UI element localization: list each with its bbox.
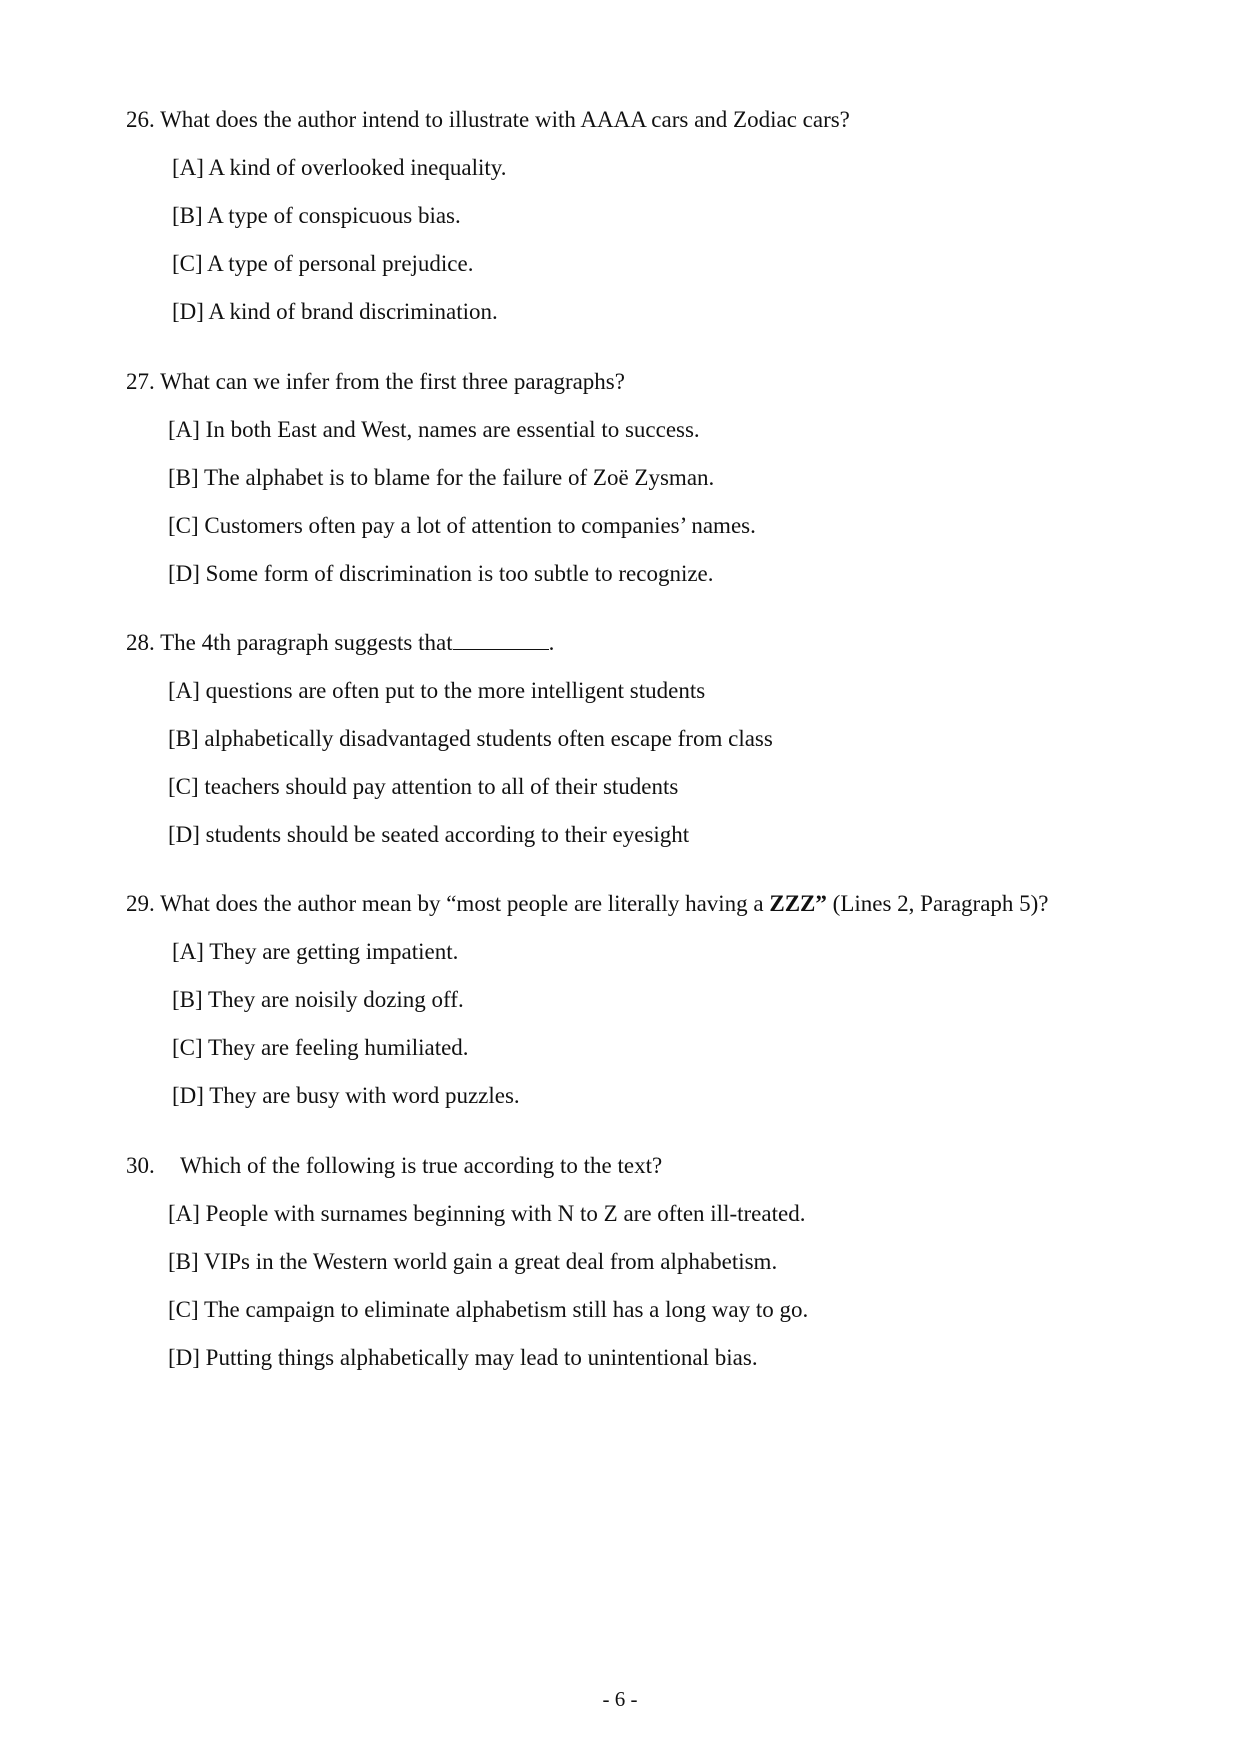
question-30: [126, 1152, 1126, 1372]
option-a: [A] A kind of overlooked inequality.: [172, 155, 507, 180]
option-c: [C] teachers should pay attention to all of their students: [168, 774, 679, 799]
option-d: [D] They are busy with word puzzles.: [172, 1083, 520, 1108]
question-stem: [126, 890, 1126, 918]
option-c: [C] A type of personal prejudice.: [172, 251, 474, 276]
question-29: [126, 890, 1126, 1110]
question-stem: 26. What does the author intend to illustrate with AAAA cars and Zodiac cars?: [126, 107, 850, 132]
option-d: [D] students should be seated according to their eyesight: [168, 822, 690, 847]
page-number: - 6 -: [602, 1687, 638, 1711]
question-stem: [126, 1152, 1126, 1180]
option-b: [B] They are noisily dozing off.: [172, 987, 464, 1012]
question-stem-bold: ZZZ”: [769, 891, 827, 916]
option-d: [D] Putting things alphabetically may lead to unintentional bias.: [168, 1345, 758, 1370]
question-stem-text: Which of the following is true according to the text?: [180, 1153, 663, 1178]
option-a: [A] They are getting impatient.: [172, 939, 459, 964]
option-b: [B] A type of conspicuous bias.: [172, 203, 461, 228]
question-stem: 27. What can we infer from the first three paragraphs?: [126, 369, 625, 394]
question-27: [126, 368, 1126, 588]
option-b: [B] The alphabet is to blame for the failure of Zoë Zysman.: [168, 465, 715, 490]
option-c: [C] They are feeling humiliated.: [172, 1035, 469, 1060]
question-26: [126, 106, 1126, 326]
answer-blank: [453, 629, 549, 650]
option-b: [B] VIPs in the Western world gain a great deal from alphabetism.: [168, 1249, 778, 1274]
option-a: [A] questions are often put to the more intelligent students: [168, 678, 706, 703]
option-d: [D] Some form of discrimination is too subtle to recognize.: [168, 561, 714, 586]
option-b: [B] alphabetically disadvantaged students often escape from class: [168, 726, 773, 751]
question-stem-text: 29. What does the author mean by “most people are literally having a: [126, 891, 770, 916]
question-28: [126, 629, 1126, 849]
question-stem-end: .: [548, 630, 555, 655]
option-c: [C] Customers often pay a lot of attention to companies’ names.: [168, 513, 756, 538]
option-d: [D] A kind of brand discrimination.: [172, 299, 498, 324]
question-stem-end: (Lines 2, Paragraph 5)?: [826, 891, 1049, 916]
option-a: [A] In both East and West, names are essential to success.: [168, 417, 700, 442]
option-a: [A] People with surnames beginning with N to Z are often ill-treated.: [168, 1201, 806, 1226]
question-stem-text: 28. The 4th paragraph suggests that: [126, 630, 453, 655]
option-c: [C] The campaign to eliminate alphabetism still has a long way to go.: [168, 1297, 809, 1322]
question-number: 30.: [126, 1153, 155, 1178]
question-stem: [126, 629, 1126, 657]
